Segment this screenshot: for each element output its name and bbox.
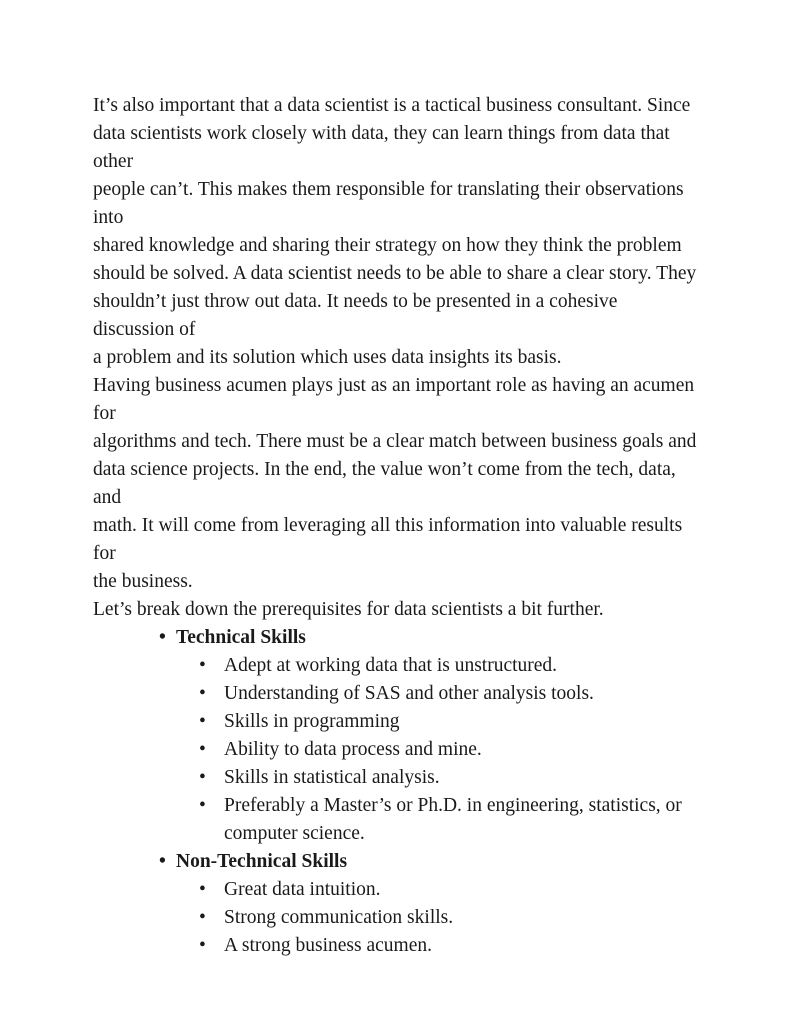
list-item-non-technical-skills	[93, 848, 699, 960]
list-item	[176, 792, 699, 848]
bullet-icon: •	[199, 907, 206, 928]
bullet-icon: •	[199, 795, 206, 816]
list-item	[176, 708, 699, 736]
bullet-icon: •	[199, 767, 206, 788]
paragraph-3	[93, 596, 699, 624]
text-line: people can’t. This makes them responsible for translating their observations into	[93, 179, 684, 228]
text-line: shared knowledge and sharing their strategy on how they think the problem	[93, 235, 682, 256]
document-body	[93, 92, 699, 960]
text-line: Ability to data process and mine.	[224, 739, 482, 760]
list-item	[176, 680, 699, 708]
bullet-icon: •	[199, 739, 206, 760]
non-technical-skills-sublist	[176, 876, 699, 960]
text-line: Understanding of SAS and other analysis tools.	[224, 683, 594, 704]
skill-group-heading: Technical Skills	[176, 627, 306, 648]
text-line: a problem and its solution which uses data insights its basis.	[93, 347, 562, 368]
text-line: should be solved. A data scientist needs to be able to share a clear story. They	[93, 263, 697, 284]
text-line: data scientists work closely with data, they can learn things from data that other	[93, 123, 670, 172]
text-line: algorithms and tech. There must be a clear match between business goals and	[93, 431, 697, 452]
list-item	[176, 904, 699, 932]
text-line: computer science.	[224, 823, 365, 844]
text-line: data science projects. In the end, the value won’t come from the tech, data, and	[93, 459, 676, 508]
text-line: Let’s break down the prerequisites for data scientists a bit further.	[93, 599, 604, 620]
bullet-icon: •	[159, 627, 166, 648]
text-line: Strong communication skills.	[224, 907, 454, 928]
text-line: Adept at working data that is unstructured.	[224, 655, 558, 676]
bullet-icon: •	[199, 935, 206, 956]
list-item	[176, 876, 699, 904]
bullet-icon: •	[199, 879, 206, 900]
text-line: Skills in programming	[224, 711, 400, 732]
list-item	[176, 652, 699, 680]
text-line: math. It will come from leveraging all this information into valuable results for	[93, 515, 683, 564]
text-line: the business.	[93, 571, 193, 592]
bullet-icon: •	[199, 711, 206, 732]
bullet-icon: •	[199, 683, 206, 704]
text-line: A strong business acumen.	[224, 935, 432, 956]
text-line: Great data intuition.	[224, 879, 381, 900]
paragraph-1	[93, 92, 699, 372]
list-item	[176, 932, 699, 960]
text-line: Skills in statistical analysis.	[224, 767, 440, 788]
list-item	[176, 764, 699, 792]
text-line: It’s also important that a data scientist is a tactical business consultant. Since	[93, 95, 691, 116]
bullet-icon: •	[199, 655, 206, 676]
list-item-technical-skills	[93, 624, 699, 848]
text-line: Having business acumen plays just as an important role as having an acumen for	[93, 375, 695, 424]
paragraph-2	[93, 372, 699, 596]
skill-group-heading: Non-Technical Skills	[176, 851, 348, 872]
technical-skills-sublist	[176, 652, 699, 848]
list-item	[176, 736, 699, 764]
text-line: Preferably a Master’s or Ph.D. in engineering, statistics, or	[224, 795, 682, 816]
skills-list	[93, 624, 699, 960]
bullet-icon: •	[159, 851, 166, 872]
text-line: shouldn’t just throw out data. It needs to be presented in a cohesive discussion of	[93, 291, 618, 340]
